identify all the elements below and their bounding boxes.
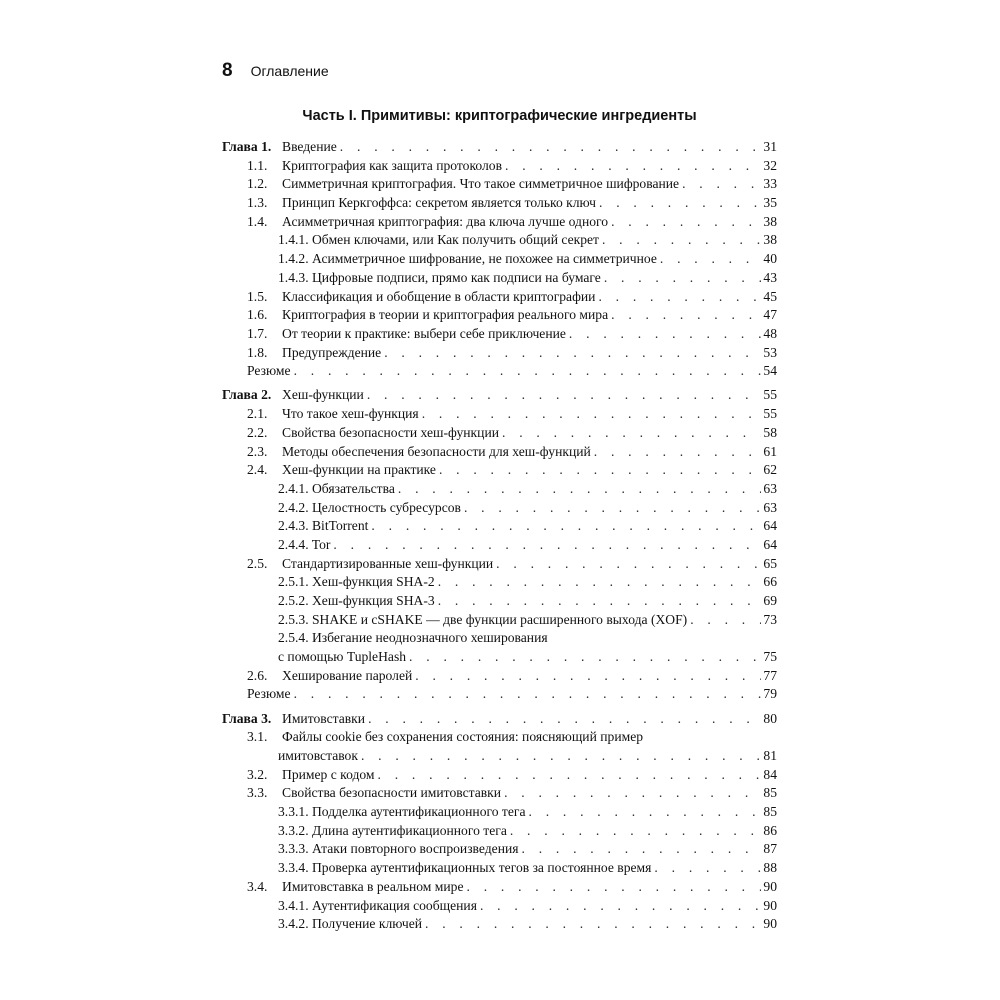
toc-entry-page: 48 — [763, 325, 777, 341]
dot-leader — [375, 766, 762, 785]
dot-leader — [337, 138, 762, 157]
dot-leader — [358, 747, 761, 766]
toc-entry-body — [282, 405, 777, 424]
dot-leader — [381, 344, 761, 363]
toc-entry-page: 58 — [763, 424, 777, 440]
toc-entry-title: 2.4.1. Обязательства — [278, 480, 395, 496]
toc-entry-title: Пример с кодом — [282, 766, 375, 782]
toc-entry-title: 3.3.1. Подделка аутентификационного тега — [278, 804, 526, 820]
dot-leader — [591, 443, 762, 462]
toc-entry — [222, 897, 777, 916]
toc-entry — [222, 157, 777, 176]
toc-entry-title: 2.5.3. SHAKE и cSHAKE — две функции расширенного выхода (XOF) — [278, 611, 688, 627]
toc-entry-body — [282, 461, 777, 480]
toc-entry-body — [278, 747, 777, 766]
dot-leader — [519, 840, 762, 859]
toc-entry-title: с помощью TupleHash — [278, 649, 407, 665]
toc-entry-title: 2.5.2. Хеш-функция SHA-3 — [278, 593, 435, 608]
toc-entry — [222, 424, 777, 443]
dot-leader — [566, 325, 761, 344]
toc-entry — [222, 362, 777, 381]
toc-entry — [222, 784, 777, 803]
dot-leader — [436, 461, 761, 480]
toc-entry — [222, 306, 777, 325]
toc-entry-page: 38 — [763, 213, 777, 229]
toc-entry-number: 1.6. — [247, 307, 268, 323]
toc-entry-title: Хеш-функции на практике — [282, 462, 436, 478]
toc-entry-body — [282, 555, 777, 574]
dot-leader — [435, 573, 762, 592]
toc-entry-body — [282, 728, 643, 747]
toc-entry-number: 1.2. — [247, 176, 268, 192]
toc-entry-body — [282, 344, 777, 363]
toc-entry-number: Глава 1. — [222, 139, 272, 154]
toc-entry-title: Асимметричная криптография: два ключа лучше одного — [282, 213, 609, 229]
dot-leader — [595, 288, 761, 307]
dot-leader — [679, 175, 761, 194]
toc-entry-title: Криптография как защита протоколов — [282, 157, 503, 173]
toc-entry-body — [278, 629, 548, 648]
toc-entry-title: 1.4.2. Асимметричное шифрование, не похожее на симметричное — [278, 251, 657, 267]
toc-entry-page: 86 — [763, 822, 777, 838]
toc-entry-number: 2.3. — [247, 443, 268, 459]
toc-entry-number: 1.4. — [247, 213, 268, 229]
toc-entry-title: Стандартизированные хеш-функции — [282, 555, 494, 571]
dot-leader — [526, 803, 762, 822]
toc-entry — [222, 288, 777, 307]
toc-entry-title: Имитовставки — [282, 710, 366, 726]
toc-entry-body — [282, 175, 777, 194]
toc-entry-title: 3.3.2. Длина аутентификационного тега — [278, 822, 507, 838]
toc-entry — [222, 878, 777, 897]
toc-entry-title: имитовставок — [278, 748, 358, 763]
dot-leader — [507, 822, 762, 841]
toc-entry-title: Свойства безопасности имитовставки — [282, 785, 502, 801]
dot-leader — [422, 915, 761, 934]
dot-leader — [651, 859, 761, 878]
toc-entry-page: 40 — [763, 251, 777, 267]
toc-entry-number: 2.5. — [247, 555, 268, 571]
toc-entry-title: 3.3.4. Проверка аутентификационных тегов за постоянное время — [278, 860, 652, 876]
dot-leader — [435, 592, 762, 611]
dot-leader — [406, 648, 761, 667]
toc-entry-page: 55 — [763, 406, 777, 422]
toc-entry-number: 1.7. — [247, 325, 268, 341]
toc-chapter-entry — [222, 386, 777, 405]
toc-entry-page: 63 — [763, 499, 777, 515]
toc-entry-number: 3.1. — [247, 729, 268, 745]
toc-entry-page: 65 — [763, 555, 777, 571]
toc-entry-page: 88 — [763, 860, 777, 876]
toc-entry-body — [247, 685, 777, 704]
toc-entry-page: 90 — [763, 897, 777, 913]
toc-entry-body — [278, 480, 777, 499]
toc-entry-page: 85 — [763, 804, 777, 820]
toc-entry — [222, 499, 777, 518]
toc-entry-title: Методы обеспечения безопасности для хеш-функций — [282, 443, 591, 459]
toc-entry-page: 64 — [763, 518, 777, 534]
toc-entry — [222, 405, 777, 424]
dot-leader — [365, 710, 761, 729]
toc-entry — [222, 213, 777, 232]
toc-entry — [222, 461, 777, 480]
toc-entry-title: 1.4.1. Обмен ключами, или Как получить общий секрет — [278, 232, 599, 248]
toc-entry-number: 1.8. — [247, 344, 268, 360]
toc-entry — [222, 667, 777, 686]
toc-entry-page: 69 — [763, 593, 777, 608]
dot-leader — [608, 306, 761, 325]
toc-entry-page: 54 — [763, 363, 777, 379]
dot-leader — [419, 405, 762, 424]
part-title: Часть I. Примитивы: криптографические ингредиенты — [302, 108, 697, 124]
dot-leader — [412, 667, 761, 686]
toc-entry-number: 2.6. — [247, 667, 268, 683]
toc-entry-title: 2.4.4. Tor — [278, 536, 331, 552]
toc-entry-body — [278, 573, 777, 592]
toc-entry-number: 3.4. — [247, 878, 268, 894]
toc-entry — [222, 269, 777, 288]
toc-entry — [222, 648, 777, 667]
toc-entry-title: 3.3.3. Атаки повторного воспроизведения — [278, 841, 519, 857]
toc-entry-body — [278, 897, 777, 916]
toc-entry-body — [278, 611, 777, 630]
toc-entry-title: Принцип Керкгоффса: секретом является только ключ — [282, 195, 597, 211]
dot-leader — [493, 555, 761, 574]
toc-entry-page: 53 — [763, 344, 777, 360]
toc-entry-page: 63 — [763, 480, 777, 496]
toc-entry-title: Резюме — [247, 686, 291, 702]
toc-entry-number: 3.2. — [247, 766, 268, 782]
toc-entry-title: Введение — [282, 139, 337, 154]
toc-entry — [222, 859, 777, 878]
toc-entry-page: 55 — [763, 387, 777, 403]
page-number: 8 — [222, 60, 233, 81]
toc-entry-body — [282, 667, 777, 686]
toc-entry-title: 1.4.3. Цифровые подписи, прямо как подписи на бумаге — [278, 269, 601, 285]
toc-entry-body — [278, 915, 777, 934]
toc-entry-number: 2.1. — [247, 406, 268, 422]
toc-entry-page: 61 — [763, 443, 777, 459]
toc-entry-title: Файлы cookie без сохранения состояния: поясняющий пример — [282, 729, 644, 745]
toc-entry — [222, 555, 777, 574]
dot-leader — [687, 611, 761, 630]
toc-entry-body — [278, 803, 777, 822]
toc-entry-title: 2.4.3. BitTorrent — [278, 518, 369, 534]
toc-entry — [222, 480, 777, 499]
toc-entry — [222, 443, 777, 462]
dot-leader — [395, 480, 762, 499]
toc-entry-body — [282, 306, 777, 325]
toc-chapter-entry — [222, 138, 777, 157]
toc-entry-page: 77 — [763, 667, 777, 683]
toc-entry-title: 2.5.1. Хеш-функция SHA-2 — [278, 574, 435, 590]
toc-entry-number: 1.3. — [247, 195, 268, 211]
dot-leader — [657, 250, 762, 269]
toc-entry-number: Глава 2. — [222, 387, 272, 403]
dot-leader — [499, 424, 761, 443]
toc-entry — [222, 728, 777, 747]
toc-entry-body — [282, 288, 777, 307]
toc-entry-page: 90 — [763, 878, 777, 894]
toc-entry-page: 38 — [763, 232, 777, 248]
toc-entry-page: 66 — [763, 574, 777, 590]
toc-entry-body — [278, 648, 777, 667]
toc-entry-body — [282, 213, 777, 232]
toc-entry — [222, 803, 777, 822]
toc-entry-page: 87 — [763, 841, 777, 857]
toc-entry-title: Криптография в теории и криптография реального мира — [282, 307, 609, 323]
dot-leader — [330, 536, 761, 555]
toc-entry-title: От теории к практике: выбери себе приключение — [282, 325, 566, 341]
table-of-contents — [222, 138, 777, 934]
dot-leader — [601, 269, 762, 288]
toc-entry — [222, 915, 777, 934]
toc-entry — [222, 325, 777, 344]
toc-entry-body — [282, 138, 777, 157]
dot-leader — [599, 231, 761, 250]
dot-leader — [464, 878, 762, 897]
toc-entry-number: Глава 3. — [222, 710, 272, 726]
toc-entry-page: 80 — [763, 710, 777, 726]
toc-entry-page: 62 — [763, 462, 777, 478]
toc-entry-title: Что такое хеш-функция — [282, 406, 419, 422]
toc-entry-body — [282, 386, 777, 405]
toc-entry-page: 90 — [763, 916, 777, 932]
toc-entry — [222, 517, 777, 536]
toc-entry-number: 1.5. — [247, 288, 268, 304]
toc-entry — [222, 194, 777, 213]
toc-entry — [222, 747, 777, 766]
toc-entry-body — [278, 822, 777, 841]
toc-entry — [222, 611, 777, 630]
toc-entry-body — [278, 231, 777, 250]
toc-entry-page: 79 — [763, 686, 777, 702]
toc-entry-page: 31 — [763, 139, 777, 154]
toc-entry-body — [278, 859, 777, 878]
dot-leader — [368, 517, 761, 536]
toc-entry-page: 84 — [763, 766, 777, 782]
dot-leader — [501, 784, 761, 803]
toc-entry-page: 35 — [763, 195, 777, 211]
toc-entry — [222, 344, 777, 363]
toc-entry-body — [247, 362, 777, 381]
dot-leader — [364, 386, 762, 405]
toc-entry-page: 64 — [763, 536, 777, 552]
toc-entry — [222, 592, 777, 611]
toc-entry-title: Резюме — [247, 363, 291, 379]
toc-entry-body — [282, 325, 777, 344]
toc-entry-body — [278, 499, 777, 518]
toc-entry-title: 2.5.4. Избегание неоднозначного хеширования — [278, 630, 548, 646]
toc-entry-page: 81 — [763, 748, 777, 763]
toc-entry-title: 3.4.1. Аутентификация сообщения — [278, 897, 477, 913]
toc-entry-title: Имитовставка в реальном мире — [282, 878, 464, 894]
toc-entry-number: 2.4. — [247, 462, 268, 478]
toc-entry-number: 2.2. — [247, 424, 268, 440]
toc-entry-body — [282, 443, 777, 462]
dot-leader — [596, 194, 761, 213]
toc-entry-title: 3.4.2. Получение ключей — [278, 916, 423, 932]
toc-entry-body — [282, 766, 777, 785]
toc-entry-title: 2.4.2. Целостность субресурсов — [278, 499, 461, 515]
toc-entry-body — [282, 157, 777, 176]
toc-entry-page: 43 — [763, 269, 777, 285]
dot-leader — [502, 157, 761, 176]
dot-leader — [291, 362, 762, 381]
toc-chapter-entry — [222, 710, 777, 729]
toc-entry-body — [278, 269, 777, 288]
toc-entry-page: 45 — [763, 288, 777, 304]
toc-entry-title: Предупреждение — [282, 344, 382, 360]
toc-entry-body — [282, 424, 777, 443]
toc-entry-page: 75 — [763, 649, 777, 665]
toc-entry-page: 47 — [763, 307, 777, 323]
toc-entry — [222, 766, 777, 785]
toc-entry-title: Свойства безопасности хеш-функции — [282, 424, 499, 440]
toc-entry-body — [278, 536, 777, 555]
page-header — [222, 60, 329, 86]
toc-entry — [222, 629, 777, 648]
toc-entry — [222, 573, 777, 592]
toc-entry-page: 73 — [763, 611, 777, 627]
dot-leader — [477, 897, 761, 916]
toc-entry-title: Хеширование паролей — [282, 667, 413, 683]
running-head: Оглавление — [250, 63, 329, 79]
toc-entry-page: 85 — [763, 785, 777, 801]
toc-entry-page: 32 — [763, 157, 777, 173]
toc-entry-body — [278, 592, 777, 611]
toc-entry-body — [278, 250, 777, 269]
toc-entry-body — [282, 710, 777, 729]
toc-entry — [222, 231, 777, 250]
toc-entry-number: 1.1. — [247, 157, 268, 173]
toc-entry-body — [282, 194, 777, 213]
dot-leader — [608, 213, 761, 232]
toc-entry — [222, 840, 777, 859]
toc-entry-title: Симметричная криптография. Что такое симметричное шифрование — [282, 176, 680, 192]
toc-entry — [222, 250, 777, 269]
toc-entry — [222, 536, 777, 555]
toc-entry — [222, 822, 777, 841]
toc-entry-body — [282, 878, 777, 897]
toc-entry-body — [278, 840, 777, 859]
toc-entry — [222, 685, 777, 704]
toc-entry-number: 3.3. — [247, 785, 268, 801]
toc-entry-title: Хеш-функции — [282, 387, 364, 403]
dot-leader — [461, 499, 761, 518]
toc-entry-page: 33 — [763, 176, 777, 192]
dot-leader — [291, 685, 762, 704]
toc-entry-body — [278, 517, 777, 536]
toc-entry — [222, 175, 777, 194]
toc-entry-title: Классификация и обобщение в области криптографии — [282, 288, 596, 304]
toc-entry-body — [282, 784, 777, 803]
